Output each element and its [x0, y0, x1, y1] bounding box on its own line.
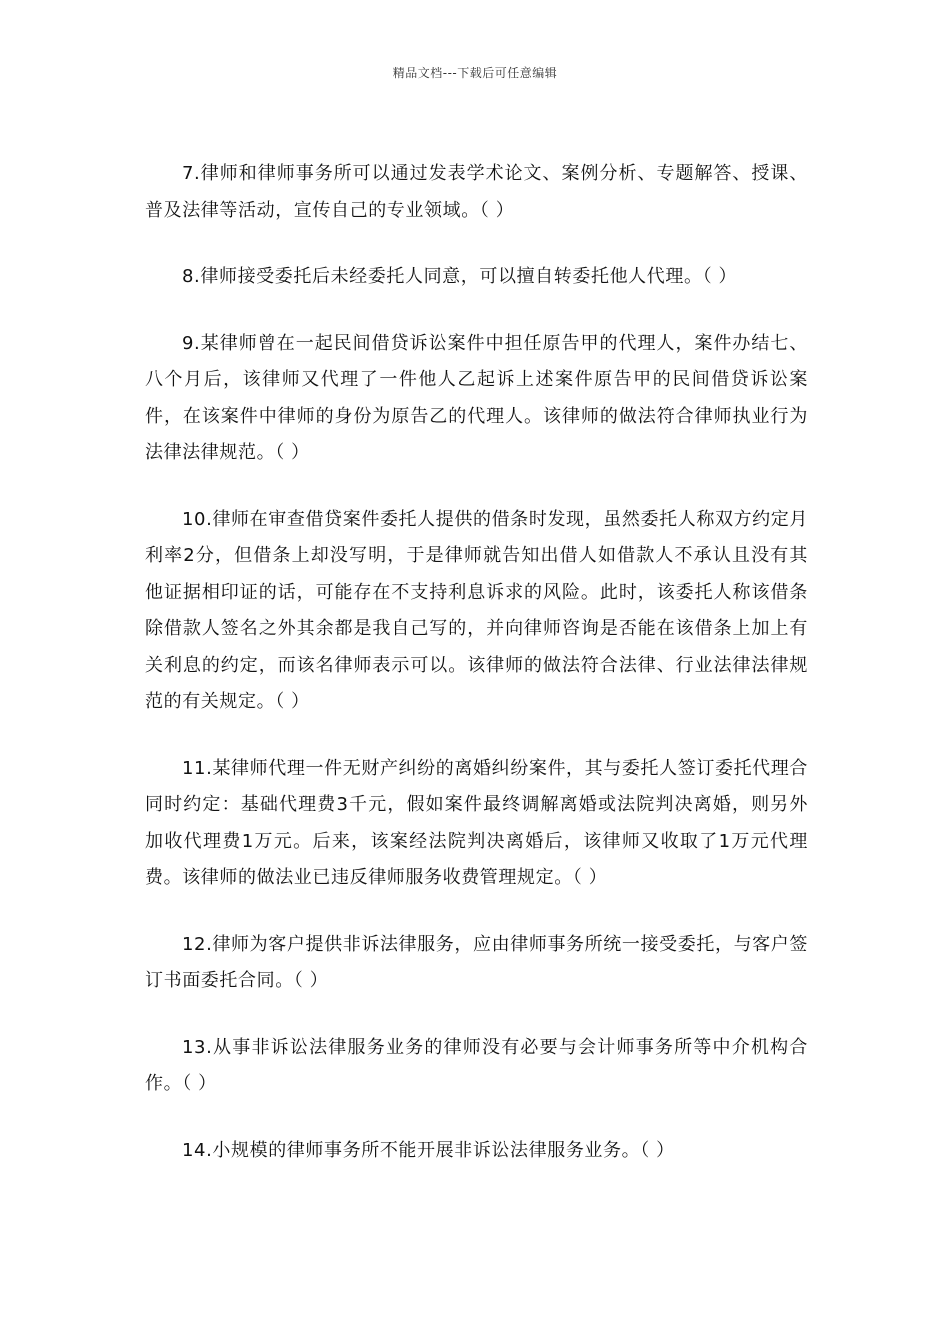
question-9: 9.某律师曾在一起民间借贷诉讼案件中担任原告甲的代理人，案件办结七、八个月后，该律师又代理了一件他人乙起诉上述案件原告甲的民间借贷诉讼案件，在该案件中律师的身份为原告乙的代理人。该律师的做法符合律师执业行为法律法律规范。（ ） — [145, 332, 808, 463]
page-header: 精品文档---下载后可任意编辑 — [392, 66, 558, 80]
question-10: 10.律师在审查借贷案件委托人提供的借条时发现，虽然委托人称双方约定月利率2分，但借条上却没写明，于是律师就告知出借人如借款人不承认且没有其他证据相印证的话，可能存在不支持利息诉求的风险。此时，该委托人称该借条除借款人签名之外其余都是我自己写的，并向律师咨询是否能在该借条上加上有关利息的约定，而该名律师表示可以。该律师的做法符合法律、行业法律法律规范的有关规定。（ ） — [145, 508, 808, 712]
question-13: 13.从事非诉讼法律服务业务的律师没有必要与会计师事务所等中介机构合作。（ ） — [145, 1036, 808, 1094]
question-12: 12.律师为客户提供非诉法律服务，应由律师事务所统一接受委托，与客户签订书面委托合同。（ ） — [145, 933, 808, 991]
question-7: 7.律师和律师事务所可以通过发表学术论文、案例分析、专题解答、授课、普及法律等活动，宣传自己的专业领域。（ ） — [145, 163, 808, 221]
question-11: 11.某律师代理一件无财产纠纷的离婚纠纷案件，其与委托人签订委托代理合同时约定：基础代理费3千元，假如案件最终调解离婚或法院判决离婚，则另外加收代理费1万元。后来，该案经法院判决离婚后，该律师又收取了1万元代理费。该律师的做法业已违反律师服务收费管理规定。（ ） — [145, 757, 808, 888]
question-8: 8.律师接受委托后未经委托人同意，可以擅自转委托他人代理。（ ） — [182, 266, 738, 287]
question-list — [145, 156, 808, 1199]
question-14: 14.小规模的律师事务所不能开展非诉讼法律服务业务。（ ） — [182, 1139, 675, 1161]
